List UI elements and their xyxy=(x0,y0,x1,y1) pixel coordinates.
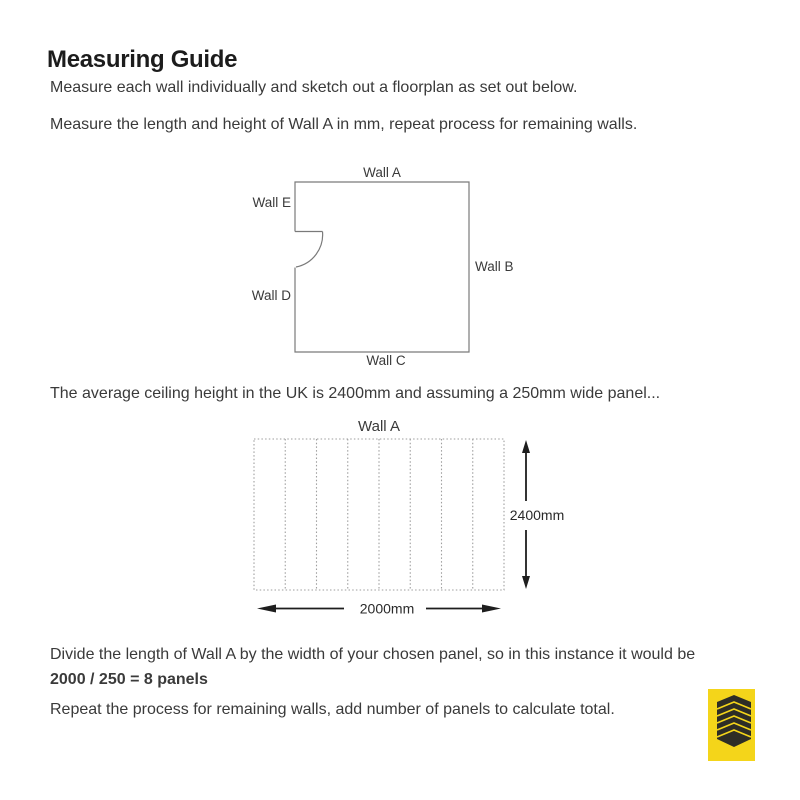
calculation-formula: 2000 / 250 = 8 panels xyxy=(50,671,208,688)
brand-logo xyxy=(708,689,755,761)
calculation-line-2: Repeat the process for remaining walls, add number of panels to calculate total. xyxy=(50,701,615,718)
wall-c-label: Wall C xyxy=(366,353,406,368)
intro-line-1: Measure each wall individually and sketch out a floorplan as set out below. xyxy=(50,79,578,96)
wall-b-label: Wall B xyxy=(475,259,514,274)
page-title: Measuring Guide xyxy=(47,46,238,74)
intro-line-2: Measure the length and height of Wall A in mm, repeat process for remaining walls. xyxy=(50,116,638,133)
floorplan-walls xyxy=(295,182,469,352)
height-dimension-label: 2400mm xyxy=(509,507,565,523)
stacked-panels-icon xyxy=(717,695,751,747)
width-dimension-label: 2000mm xyxy=(359,600,415,617)
ceiling-note: The average ceiling height in the UK is 2400mm and assuming a 250mm wide panel... xyxy=(50,385,661,402)
panel-diagram-title: Wall A xyxy=(358,418,400,435)
calculation-line-1: Divide the length of Wall A by the width of your chosen panel, so in this instance it would be xyxy=(50,646,696,663)
width-dimension-arrow xyxy=(257,601,501,617)
floorplan-diagram xyxy=(240,158,530,373)
panel-dividers xyxy=(285,439,473,590)
door-swing-arc xyxy=(296,232,323,268)
wall-a-label: Wall A xyxy=(363,165,401,180)
panel-diagram xyxy=(240,413,570,625)
height-dimension-arrow xyxy=(510,440,564,589)
wall-d-label: Wall D xyxy=(251,288,291,303)
wall-e-label: Wall E xyxy=(252,195,291,210)
